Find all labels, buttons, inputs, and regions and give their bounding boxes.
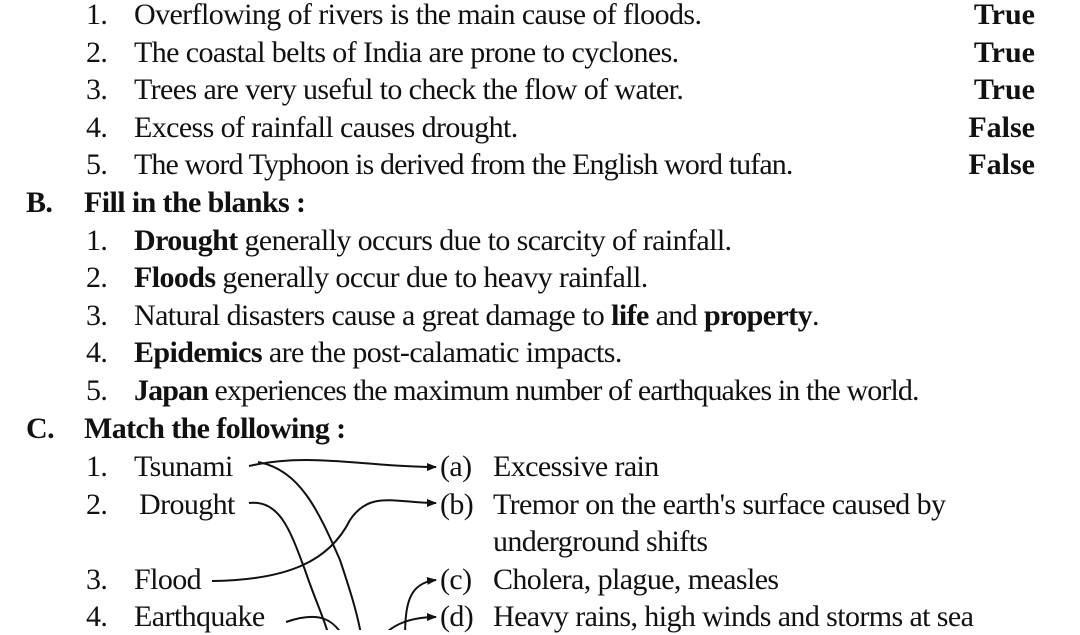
section-heading: Match the following : [84,412,346,445]
answer-true: True [973,73,1035,106]
item-number: 3. [86,299,108,332]
left-term: Earthquake [134,600,265,633]
section-letter: B. [26,186,53,219]
item-number: 2. [86,261,108,294]
arrow-line-to-c [405,580,436,630]
item-number: 3. [86,73,108,106]
item-number: 4. [86,111,108,144]
answer-false: False [968,148,1035,181]
statement-text: Trees are very useful to check the flow of water. [134,73,684,106]
section-letter: C. [26,412,54,445]
answer-word: life [611,299,649,332]
option-text-continued: underground shifts [493,525,708,558]
section-heading: Fill in the blanks : [84,186,306,219]
option-text: Excessive rain [493,450,659,483]
item-number: 4. [86,336,108,369]
statement-text: Excess of rainfall causes drought. [134,111,518,144]
answer-word: Epidemics [134,336,262,369]
item-number: 1. [86,224,108,257]
left-term: Flood [134,563,202,596]
answer-false: False [968,111,1035,144]
sentence-text: and [648,299,704,332]
option-letter: (d) [440,600,474,633]
item-number: 2. [86,488,108,521]
item-number: 5. [86,374,108,407]
option-letter: (b) [440,488,474,521]
sentence-text: generally occurs due to scarcity of rainfall. [237,224,732,257]
option-text: Heavy rains, high winds and storms at sea [493,600,974,633]
left-term: Drought [139,488,235,521]
item-number: 1. [86,0,108,31]
answer-word: Drought [134,224,238,257]
statement-text: The coastal belts of India are prone to cyclones. [134,36,679,69]
statement-text: Overflowing of rivers is the main cause of floods. [134,0,702,31]
arrow-line-to-d [380,617,436,630]
item-number: 5. [86,148,108,181]
answer-word: property [704,299,812,332]
answer-true: True [973,36,1035,69]
option-text: Tremor on the earth's surface caused by [493,488,946,521]
arrow-line-flood [212,500,436,581]
option-letter: (a) [440,450,472,483]
option-text: Cholera, plague, measles [493,563,779,596]
statement-text: The word Typhoon is derived from the English word tufan. [134,148,793,181]
answer-true: True [973,0,1035,31]
answer-word: Japan [134,374,208,407]
arrow-line-tsunami-d [258,462,362,630]
sentence-text: . [811,299,819,332]
left-term: Tsunami [134,450,233,483]
arrow-line-drought [249,503,330,630]
option-letter: (c) [440,563,472,596]
sentence-text: are the post-calamatic impacts. [261,336,622,369]
arrow-line-earthquake [286,617,345,630]
arrow-line-tsunami [249,460,436,467]
item-number: 2. [86,36,108,69]
sentence-text: generally occur due to heavy rainfall. [215,261,648,294]
answer-word: Floods [134,261,216,294]
item-number: 3. [86,563,108,596]
item-number: 4. [86,600,108,633]
sentence-text: experiences the maximum number of earthquakes in the world. [207,374,919,407]
item-number: 1. [86,450,108,483]
sentence-text: Natural disasters cause a great damage to [134,299,612,332]
